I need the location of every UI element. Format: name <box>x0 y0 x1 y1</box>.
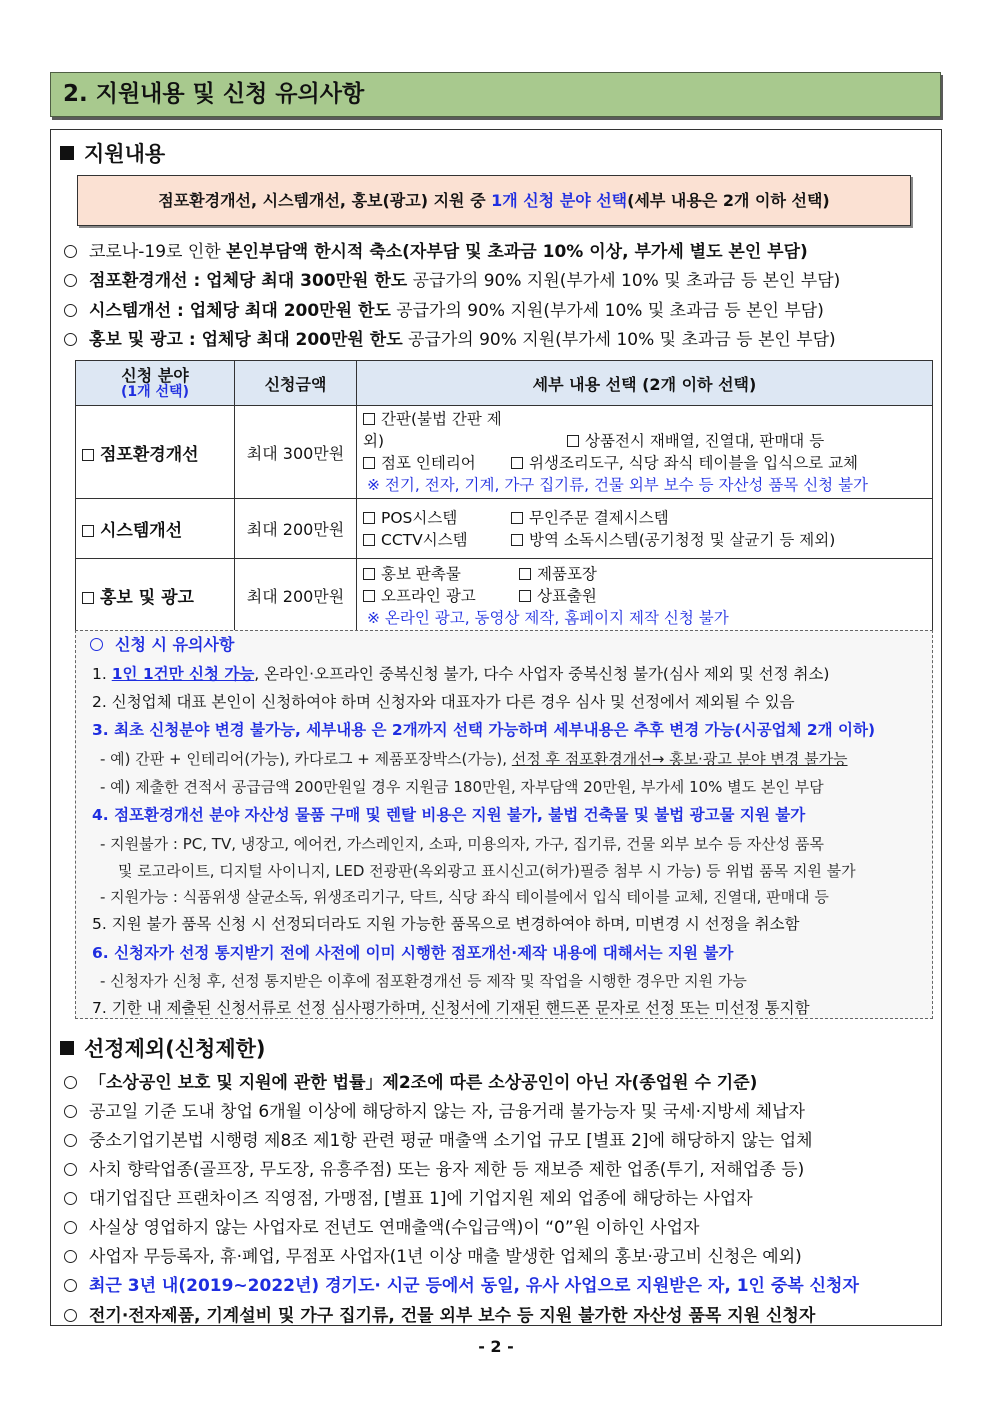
caution-item-6: 6. 신청자가 선정 통지받기 전에 사전에 이미 시행한 점포개선·제작 내용에 대해서는 지원 불가 <box>92 944 734 962</box>
checkbox-icon[interactable] <box>363 534 375 546</box>
circle-bullet-icon <box>64 245 77 258</box>
amount-cell: 최대 200만원 <box>235 499 357 559</box>
circle-bullet-icon <box>64 1134 77 1147</box>
circle-bullet-icon <box>64 274 77 287</box>
caution-sub-4a: - 지원불가 : PC, TV, 냉장고, 에어컨, 가스레인지, 소파, 미용의자, 가구, 집기류, 건물 외부 보수 등 자산성 품목 <box>100 835 825 853</box>
checkbox-icon[interactable] <box>363 512 375 524</box>
table-row <box>76 499 933 559</box>
checkbox-icon[interactable] <box>511 534 523 546</box>
header-amount: 신청금액 <box>235 361 357 406</box>
caution-item-1: 1. 1인 1건만 신청 가능, 온라인·오프라인 중복신청 불가, 다수 사업자 중복신청 불가(심사 제외 및 선정 취소) <box>92 665 830 683</box>
table-row <box>76 406 933 499</box>
support-line: 시스템개선 : 업체당 최대 200만원 한도 공급가의 90% 지원(부가세 10% 및 초과금 등 본인 부담) <box>64 296 824 321</box>
caution-sub-3b: - 예) 제출한 견적서 공급금액 200만원일 경우 지원금 180만원, 자부담액 20만원, 부가세 10% 별도 본인 부담 <box>100 778 824 796</box>
caution-title: 신청 시 유의사항 <box>90 632 234 655</box>
circle-bullet-icon <box>64 1309 77 1322</box>
circle-bullet-icon <box>64 1250 77 1263</box>
support-heading: 지원내용 <box>60 138 165 168</box>
circle-bullet-icon <box>64 1076 77 1089</box>
circle-bullet-icon <box>64 1163 77 1176</box>
checkbox-icon[interactable] <box>363 590 375 602</box>
exclusion-item: 사업자 무등록자, 휴·폐업, 무점포 사업자(1년 이상 매출 발생한 업체의 홍보·광고비 신청은 예외) <box>64 1242 802 1267</box>
caution-sub-4b: 및 로고라이트, 디지털 사이니지, LED 전광판(옥외광고 표시신고(허가)필증 첨부 시 가능) 등 위법 품목 지원 불가 <box>118 862 856 880</box>
section-title: 2. 지원내용 및 신청 유의사항 <box>50 72 941 117</box>
checkbox-icon[interactable] <box>519 568 531 580</box>
exclusion-item: 「소상공인 보호 및 지원에 관한 법률」제2조에 따른 소상공인이 아닌 자(종업원 수 기준) <box>64 1068 757 1093</box>
detail-cell <box>357 559 933 633</box>
field-cell[interactable]: 홍보 및 광고 <box>76 559 235 633</box>
exclusion-item: 공고일 기준 도내 창업 6개월 이상에 해당하지 않는 자, 금융거래 불가능자 및 국세·지방세 체납자 <box>64 1097 805 1122</box>
exclusion-item: 사치 향락업종(골프장, 무도장, 유흥주점) 또는 융자 제한 등 재보증 제한 업종(투기, 저해업종 등) <box>64 1155 804 1180</box>
checkbox-icon[interactable] <box>82 525 94 537</box>
detail-cell <box>357 499 933 559</box>
caution-item-5: 5. 지원 불가 품목 신청 시 선정되더라도 지원 가능한 품목으로 변경하여야 하며, 미변경 시 선정을 취소함 <box>92 915 800 933</box>
square-bullet-icon <box>60 146 74 160</box>
caution-item-2: 2. 신청업체 대표 본인이 신청하여야 하며 신청자와 대표자가 다른 경우 심사 및 선정에서 제외될 수 있음 <box>92 693 795 711</box>
caution-sub-4c: - 지원가능 : 식품위생 살균소독, 위생조리기구, 닥트, 식당 좌식 테이블에서 입식 테이블 교체, 진열대, 판매대 등 <box>100 888 829 906</box>
header-detail: 세부 내용 선택 (2개 이하 선택) <box>357 361 933 406</box>
exclusion-item: 최근 3년 내(2019~2022년) 경기도· 시군 등에서 동일, 유사 사업으로 지원받은 자, 1인 중복 신청자 <box>64 1271 859 1296</box>
caution-item-7: 7. 기한 내 제출된 신청서류로 선정 심사평가하며, 신청서에 기재된 핸드폰 문자로 선정 또는 미선정 통지함 <box>92 999 810 1017</box>
amount-cell: 최대 200만원 <box>235 559 357 633</box>
header-field: 신청 분야 (1개 선택) <box>76 361 235 406</box>
checkbox-icon[interactable] <box>363 413 375 425</box>
caution-sub-3a: - 예) 간판 + 인테리어(가능), 카다로그 + 제품포장박스(가능), 선정 후 점포환경개선→ 홍보·광고 분야 변경 불가능 <box>100 750 848 768</box>
exclusion-item: 대기업집단 프랜차이즈 직영점, 가맹점, [별표 1]에 기업지원 제외 업종에 해당하는 사업자 <box>64 1184 753 1209</box>
application-table <box>75 360 933 633</box>
table-header-row <box>76 361 933 406</box>
checkbox-icon[interactable] <box>363 568 375 580</box>
caution-item-4: 4. 점포환경개선 분야 자산성 물품 구매 및 렌탈 비용은 지원 불가, 불법 건축물 및 불법 광고물 지원 불가 <box>92 806 806 824</box>
square-bullet-icon <box>60 1041 74 1055</box>
detail-cell <box>357 406 933 499</box>
circle-bullet-icon <box>64 304 77 317</box>
detail-line: 홍보 판촉물 제품포장 <box>363 563 926 585</box>
caution-sub-6: - 신청자가 신청 후, 선정 통지받은 이후에 점포환경개선 등 제작 및 작업을 시행한 경우만 지원 가능 <box>100 972 747 990</box>
checkbox-icon[interactable] <box>511 457 523 469</box>
exclusion-item: 중소기업기본법 시행령 제8조 제1항 관련 평균 매출액 소기업 규모 [별표 2]에 해당하지 않는 업체 <box>64 1126 813 1151</box>
detail-line: 점포 인테리어 위생조리도구, 식당 좌식 테이블을 입식으로 교체 <box>363 452 926 474</box>
circle-bullet-icon <box>90 638 103 651</box>
circle-bullet-icon <box>64 1192 77 1205</box>
exclusion-item: 사실상 영업하지 않는 사업자로 전년도 연매출액(수입금액)이 “0”원 이하인 사업자 <box>64 1213 699 1238</box>
support-line: 코로나-19로 인한 본인부담액 한시적 축소(자부담 및 초과금 10% 이상, 부가세 별도 본인 부담) <box>64 237 808 262</box>
circle-bullet-icon <box>64 1279 77 1292</box>
checkbox-icon[interactable] <box>567 435 579 447</box>
support-line: 홍보 및 광고 : 업체당 최대 200만원 한도 공급가의 90% 지원(부가세 10% 및 초과금 등 본인 부담) <box>64 325 836 350</box>
checkbox-icon[interactable] <box>363 457 375 469</box>
page-number: - 2 - <box>478 1337 514 1356</box>
detail-line: 오프라인 광고 상표출원 <box>363 585 926 607</box>
amount-cell: 최대 300만원 <box>235 406 357 499</box>
detail-note: ※ 온라인 광고, 동영상 제작, 홈페이지 제작 신청 불가 <box>367 608 729 627</box>
exclusion-heading: 선정제외(신청제한) <box>60 1033 265 1063</box>
circle-bullet-icon <box>64 1221 77 1234</box>
detail-line: 간판(불법 간판 제외) 상품전시 재배열, 진열대, 판매대 등 <box>363 410 825 450</box>
exclusion-item: 전기·전자제품, 기계설비 및 가구 집기류, 건물 외부 보수 등 지원 불가한 자산성 품목 지원 신청자 <box>64 1301 815 1326</box>
circle-bullet-icon <box>64 333 77 346</box>
support-line: 점포환경개선 : 업체당 최대 300만원 한도 공급가의 90% 지원(부가세 10% 및 초과금 등 본인 부담) <box>64 266 840 291</box>
detail-note: ※ 전기, 전자, 기계, 가구 집기류, 건물 외부 보수 등 자산성 품목 신청 불가 <box>367 476 869 494</box>
caution-item-3: 3. 최초 신청분야 변경 불가능, 세부내용 은 2개까지 선택 가능하며 세부내용은 추후 변경 가능(시공업체 2개 이하) <box>92 721 876 739</box>
table-row <box>76 559 933 633</box>
field-cell[interactable]: 시스템개선 <box>76 499 235 559</box>
circle-bullet-icon <box>64 1105 77 1118</box>
checkbox-icon[interactable] <box>82 592 94 604</box>
checkbox-icon[interactable] <box>82 449 94 461</box>
detail-line: POS시스템 무인주문 결제시스템 <box>363 507 926 529</box>
field-cell[interactable]: 점포환경개선 <box>76 406 235 499</box>
checkbox-icon[interactable] <box>519 590 531 602</box>
detail-line: CCTV시스템 방역 소독시스템(공기청정 및 살균기 등 제외) <box>363 529 926 551</box>
checkbox-icon[interactable] <box>511 512 523 524</box>
notice-box: 점포환경개선, 시스템개선, 홍보(광고) 지원 중 1개 신청 분야 선택(세부 내용은 2개 이하 선택) <box>77 175 911 226</box>
